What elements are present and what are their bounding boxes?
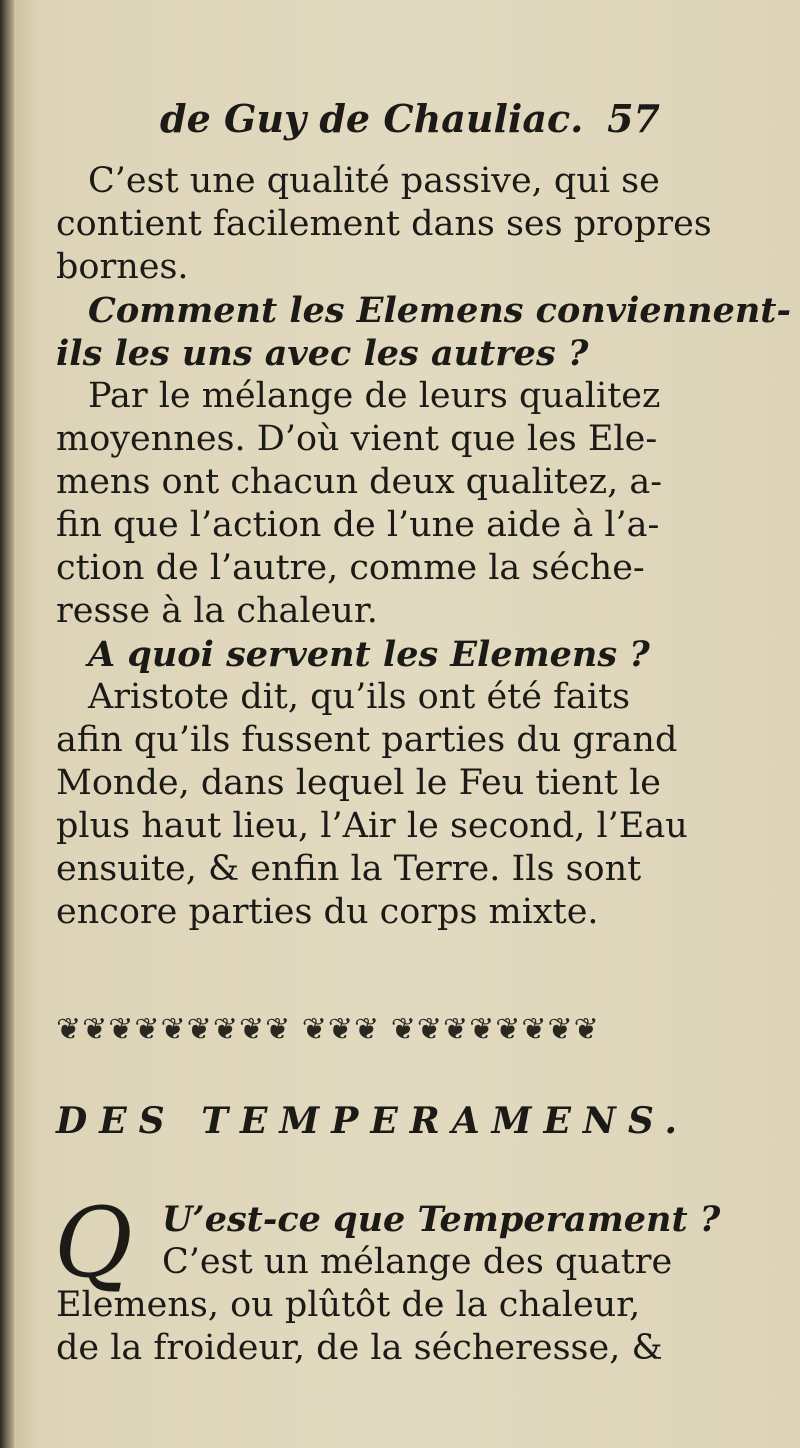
drop-cap: Q: [54, 1187, 133, 1299]
page-spine-shadow: [0, 0, 14, 1448]
text-line: bornes.: [56, 247, 189, 287]
text-line: C’est un mélange des quatre: [162, 1242, 673, 1282]
section-text: [54, 1187, 721, 1370]
text-line: ensuite, & enfin la Terre. Ils sont: [56, 849, 642, 889]
text-line: afin qu’ils fussent parties du grand: [56, 720, 678, 760]
running-header: [160, 96, 660, 146]
text-line: Comment les Elemens conviennent-: [88, 290, 791, 331]
text-line: A quoi servent les Elemens ?: [88, 634, 650, 675]
text-line: mens ont chacun deux qualitez, a-: [56, 462, 663, 502]
text-line: Par le mélange de leurs qualitez: [88, 376, 661, 416]
text-line: moyennes. D’où vient que les Ele-: [56, 419, 658, 459]
section-title: DES TEMPERAMENS.: [56, 1100, 690, 1142]
text-line: plus haut lieu, l’Air le second, l’Eau: [56, 806, 688, 846]
text-line: encore parties du corps mixte.: [56, 892, 599, 932]
text-line: contient facilement dans ses propres: [56, 204, 712, 244]
text-line: Monde, dans lequel le Feu tient le: [56, 763, 661, 803]
text-line: fin que l’action de l’une aide à l’a-: [56, 505, 660, 545]
text-line: U’est-ce que Temperament ?: [162, 1199, 721, 1240]
text-line: de la froideur, de la sécheresse, &: [56, 1328, 663, 1368]
page-number: 57: [607, 96, 660, 141]
text-line: ction de l’autre, comme la séche-: [56, 548, 645, 588]
text-line: C’est une qualité passive, qui se: [88, 161, 660, 201]
running-title: de Guy de Chauliac.: [160, 96, 584, 141]
text-line: Aristote dit, qu’ils ont été faits: [88, 677, 631, 717]
ornament-divider: ❦❦❦❦❦❦❦❦❦ ❦❦❦ ❦❦❦❦❦❦❦❦: [56, 1012, 600, 1047]
text-line: resse à la chaleur.: [56, 591, 378, 631]
text-line: ils les uns avec les autres ?: [56, 333, 589, 374]
text-line: Elemens, ou plûtôt de la chaleur,: [56, 1285, 641, 1325]
body-text: [56, 160, 791, 934]
